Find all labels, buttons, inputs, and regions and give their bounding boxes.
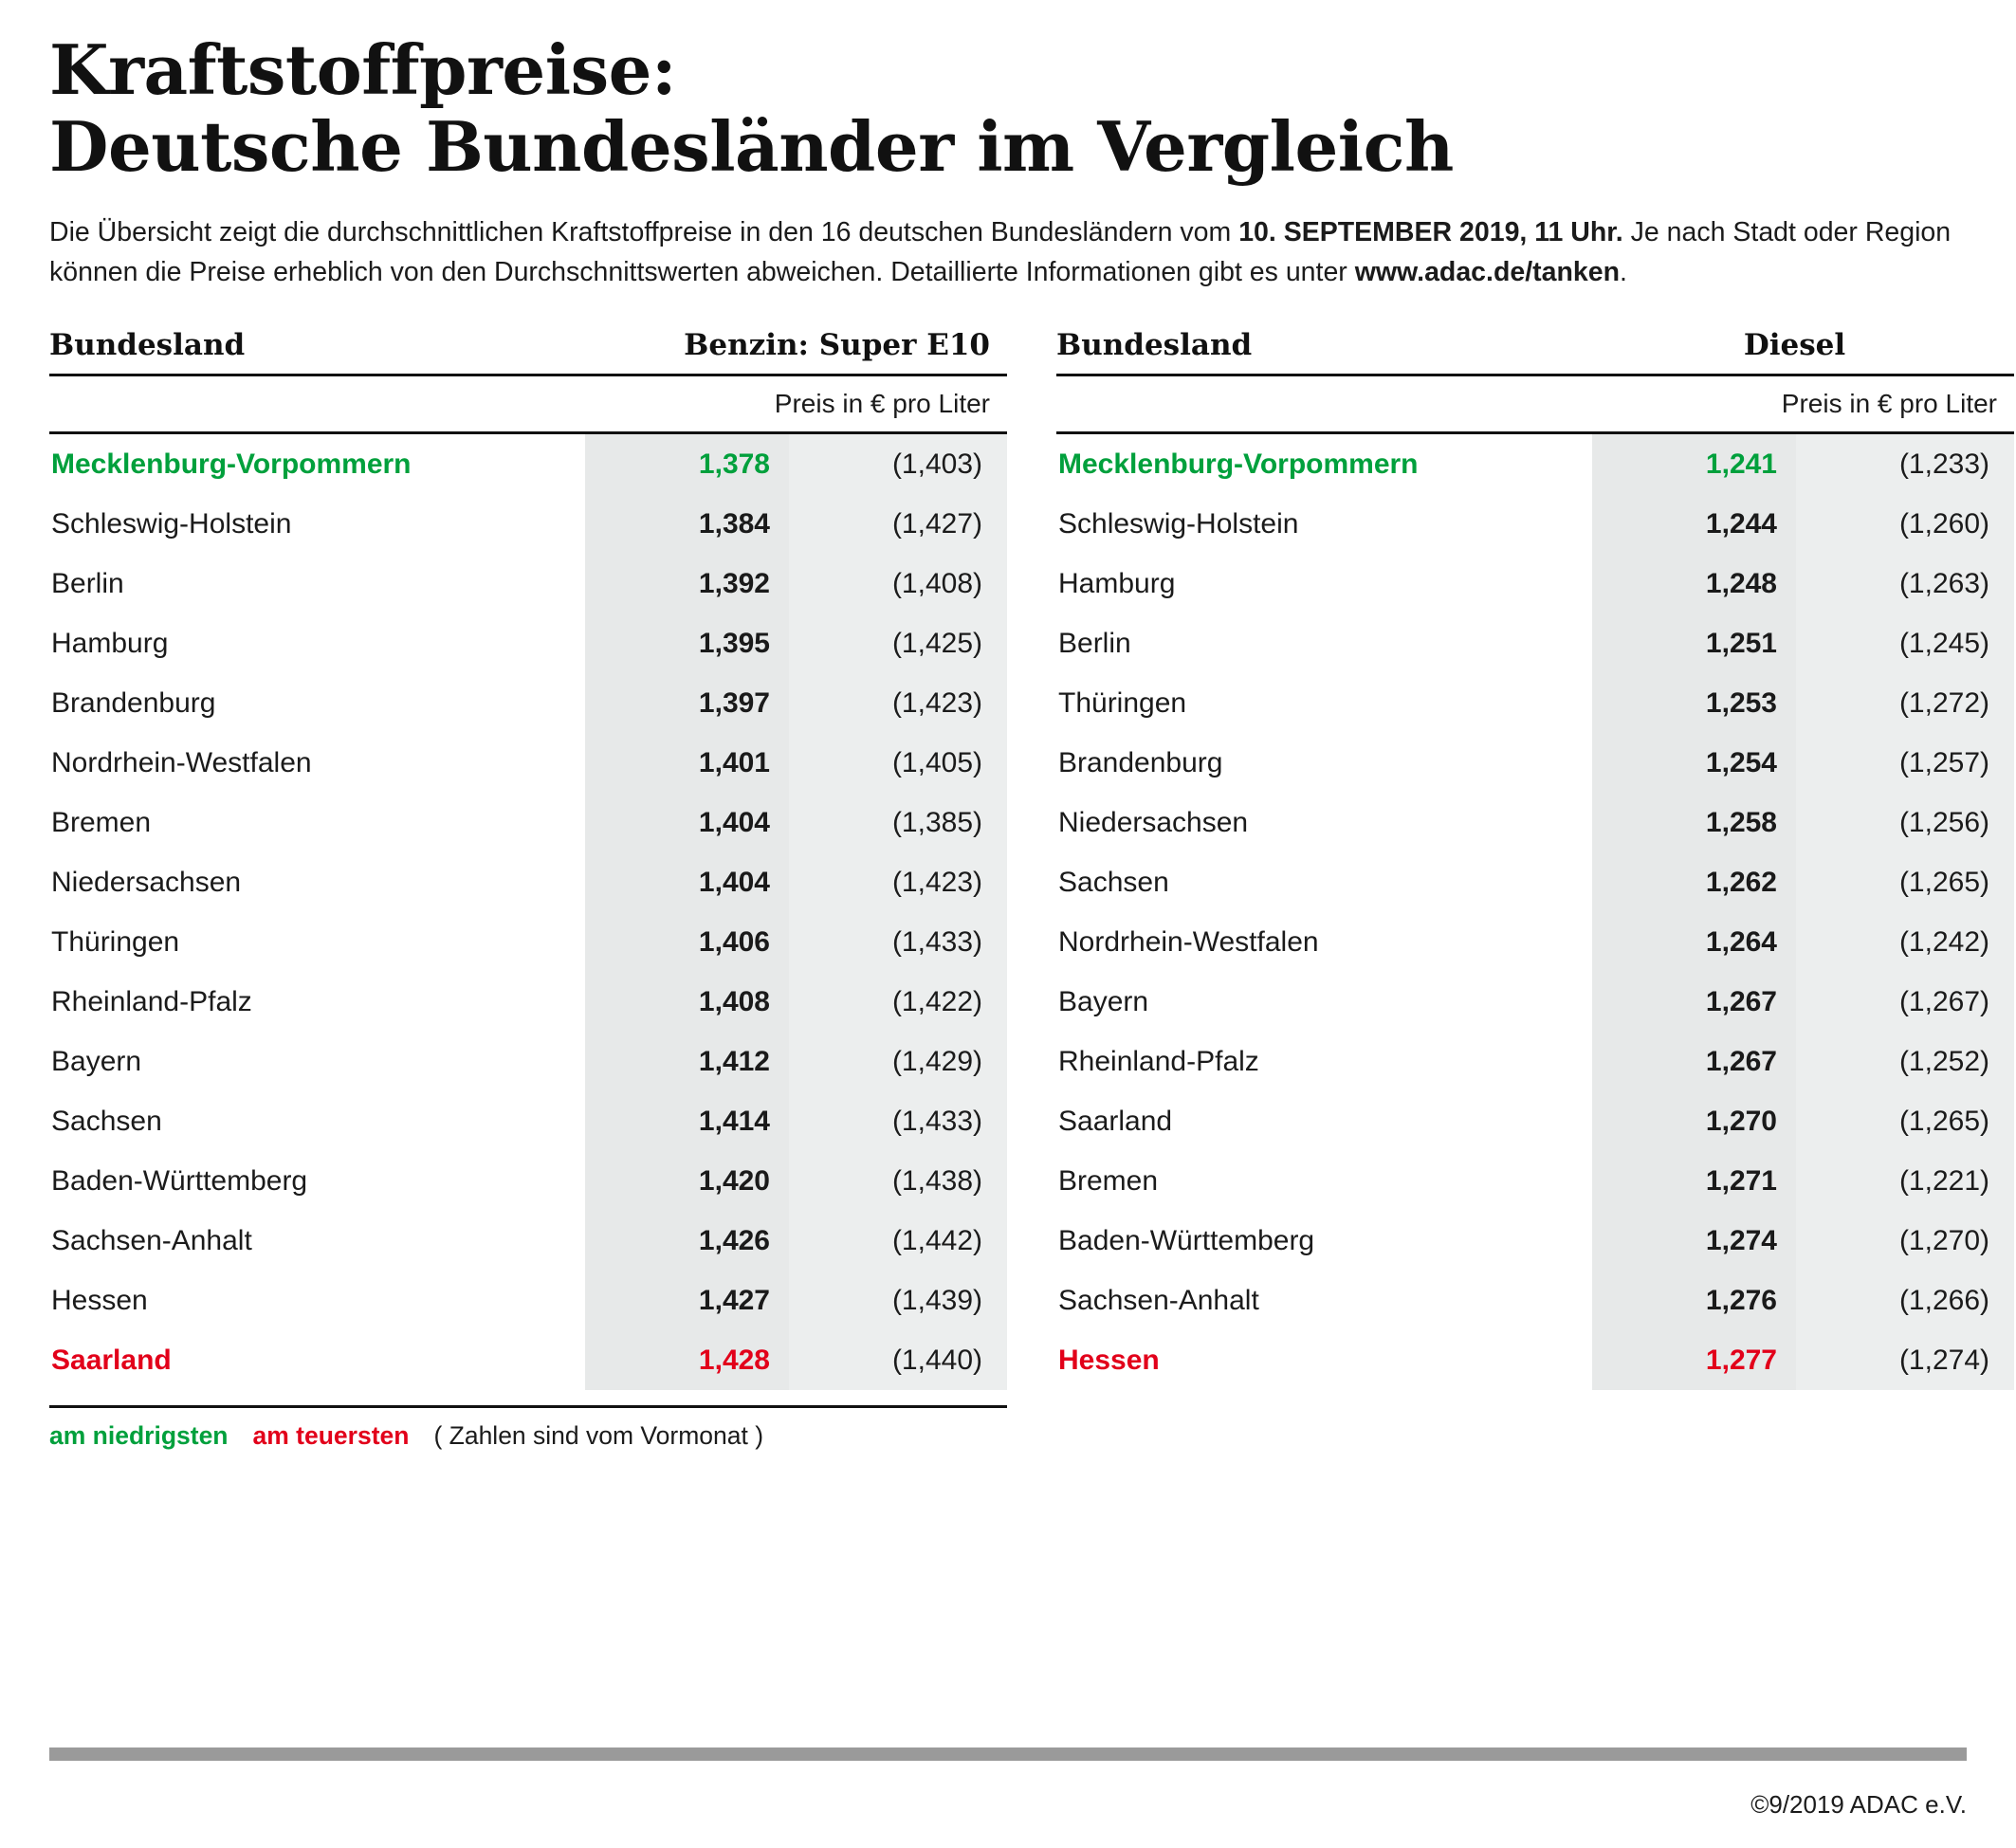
row-state: Mecklenburg-Vorpommern	[51, 448, 412, 480]
row-price: 1,427	[585, 1271, 789, 1330]
row-price: 1,258	[1592, 793, 1796, 852]
row-state: Schleswig-Holstein	[51, 507, 292, 540]
table-row	[49, 1211, 1007, 1271]
row-price: 1,414	[585, 1091, 789, 1151]
row-prev-price: (1,274)	[1796, 1330, 2014, 1390]
table-row	[49, 972, 1007, 1032]
row-prev-price: (1,385)	[789, 793, 1007, 852]
table-diesel-block	[1056, 328, 2014, 1390]
table-row	[1056, 972, 2014, 1032]
intro-paragraph	[49, 213, 1967, 292]
row-prev-price: (1,272)	[1796, 673, 2014, 733]
legend	[49, 1405, 1007, 1451]
row-prev-price: (1,260)	[1796, 494, 2014, 554]
row-prev-price: (1,422)	[789, 972, 1007, 1032]
row-prev-price: (1,252)	[1796, 1032, 2014, 1091]
row-price: 1,412	[585, 1032, 789, 1091]
table-row	[49, 434, 1007, 494]
table-row	[49, 673, 1007, 733]
row-price: 1,244	[1592, 494, 1796, 554]
row-price: 1,406	[585, 912, 789, 972]
row-price: 1,401	[585, 733, 789, 793]
header-bundesland-diesel: Bundesland	[1056, 327, 1253, 362]
row-price: 1,274	[1592, 1211, 1796, 1271]
row-state: Schleswig-Holstein	[1058, 507, 1299, 540]
row-price: 1,270	[1592, 1091, 1796, 1151]
table-benzin-body	[49, 434, 1007, 1390]
table-row	[1056, 1271, 2014, 1330]
row-prev-price: (1,257)	[1796, 733, 2014, 793]
row-prev-price: (1,233)	[1796, 434, 2014, 494]
table-row	[1056, 434, 2014, 494]
table-row	[1056, 793, 2014, 852]
row-prev-price: (1,440)	[789, 1330, 1007, 1390]
row-prev-price: (1,265)	[1796, 852, 2014, 912]
header-fuel-diesel: Diesel	[1743, 327, 1846, 362]
row-state: Baden-Württemberg	[1058, 1224, 1315, 1256]
row-state: Sachsen-Anhalt	[1058, 1284, 1259, 1316]
row-price: 1,264	[1592, 912, 1796, 972]
row-state: Brandenburg	[51, 686, 216, 719]
table-row	[49, 1151, 1007, 1211]
row-prev-price: (1,433)	[789, 1091, 1007, 1151]
table-diesel-header-row	[1056, 328, 2014, 375]
row-price: 1,397	[585, 673, 789, 733]
row-prev-price: (1,403)	[789, 434, 1007, 494]
table-row	[49, 613, 1007, 673]
subheader-spacer-diesel	[1056, 375, 1592, 432]
row-prev-price: (1,442)	[789, 1211, 1007, 1271]
row-price: 1,428	[585, 1330, 789, 1390]
subheader-unit-diesel: Preis in € pro Liter	[1592, 375, 2014, 432]
row-price: 1,404	[585, 852, 789, 912]
table-diesel-subheader-row	[1056, 375, 2014, 432]
row-price: 1,241	[1592, 434, 1796, 494]
row-state: Rheinland-Pfalz	[1058, 1045, 1259, 1077]
header-fuel-benzin: Benzin: Super E10	[684, 327, 990, 362]
row-price: 1,404	[585, 793, 789, 852]
row-prev-price: (1,266)	[1796, 1271, 2014, 1330]
page-title-line1: Kraftstoffpreise:	[49, 29, 677, 110]
table-row	[49, 1032, 1007, 1091]
table-diesel	[1056, 328, 2014, 1390]
row-prev-price: (1,425)	[789, 613, 1007, 673]
legend-lowest-label: am niedrigsten	[49, 1420, 229, 1450]
table-row	[49, 912, 1007, 972]
row-state: Berlin	[51, 567, 124, 599]
intro-text-2: Je nach Stadt oder Region können die Preise erheblich von den Durchschnittswerten abweichen. Detaillierte Informationen gibt es unter	[49, 217, 1952, 287]
row-price: 1,408	[585, 972, 789, 1032]
table-benzin-block	[49, 328, 1007, 1451]
row-state: Niedersachsen	[51, 866, 242, 898]
row-price: 1,277	[1592, 1330, 1796, 1390]
table-row	[1056, 1032, 2014, 1091]
row-price: 1,267	[1592, 1032, 1796, 1091]
row-state: Hessen	[51, 1284, 148, 1316]
intro-text-1: Die Übersicht zeigt die durchschnittlichen Kraftstoffpreise in den 16 deutschen Bundesländern vom	[49, 217, 1239, 248]
row-state: Bayern	[51, 1045, 142, 1077]
row-state: Saarland	[1058, 1105, 1173, 1137]
row-state: Mecklenburg-Vorpommern	[1058, 448, 1419, 480]
row-state: Brandenburg	[1058, 746, 1223, 778]
row-price: 1,392	[585, 554, 789, 613]
row-state: Bayern	[1058, 985, 1149, 1017]
row-price: 1,262	[1592, 852, 1796, 912]
legend-highest-label: am teuersten	[252, 1420, 410, 1450]
row-prev-price: (1,438)	[789, 1151, 1007, 1211]
row-state: Thüringen	[1058, 686, 1187, 719]
table-row	[1056, 494, 2014, 554]
table-benzin-header-row	[49, 328, 1007, 375]
row-prev-price: (1,405)	[789, 733, 1007, 793]
row-price: 1,276	[1592, 1271, 1796, 1330]
row-prev-price: (1,433)	[789, 912, 1007, 972]
row-prev-price: (1,256)	[1796, 793, 2014, 852]
table-row	[1056, 1211, 2014, 1271]
intro-text-3: .	[1619, 256, 1627, 287]
row-prev-price: (1,423)	[789, 673, 1007, 733]
table-row	[49, 1330, 1007, 1390]
row-state: Bremen	[51, 806, 152, 838]
header-bundesland-benzin: Bundesland	[49, 327, 246, 362]
table-row	[49, 793, 1007, 852]
row-state: Nordrhein-Westfalen	[1058, 925, 1319, 958]
row-state: Nordrhein-Westfalen	[51, 746, 312, 778]
page-title-line2: Deutsche Bundesländer im Vergleich	[49, 105, 1454, 187]
row-state: Sachsen	[51, 1105, 162, 1137]
row-price: 1,395	[585, 613, 789, 673]
subheader-spacer-benzin	[49, 375, 585, 432]
row-state: Hessen	[1058, 1344, 1160, 1376]
row-prev-price: (1,265)	[1796, 1091, 2014, 1151]
row-price: 1,378	[585, 434, 789, 494]
subheader-unit-benzin: Preis in € pro Liter	[585, 375, 1007, 432]
row-price: 1,253	[1592, 673, 1796, 733]
table-row	[49, 852, 1007, 912]
table-row	[1056, 733, 2014, 793]
row-price: 1,248	[1592, 554, 1796, 613]
row-prev-price: (1,270)	[1796, 1211, 2014, 1271]
row-state: Niedersachsen	[1058, 806, 1249, 838]
row-price: 1,271	[1592, 1151, 1796, 1211]
row-state: Thüringen	[51, 925, 180, 958]
row-prev-price: (1,429)	[789, 1032, 1007, 1091]
table-row	[1056, 613, 2014, 673]
table-row	[49, 554, 1007, 613]
row-price: 1,251	[1592, 613, 1796, 673]
footer-divider-bar	[49, 1747, 1967, 1761]
row-state: Hamburg	[51, 627, 169, 659]
table-row	[1056, 554, 2014, 613]
row-state: Sachsen	[1058, 866, 1169, 898]
table-row	[49, 1091, 1007, 1151]
table-row	[1056, 852, 2014, 912]
copyright-text: ©9/2019 ADAC e.V.	[1750, 1790, 1967, 1819]
row-state: Berlin	[1058, 627, 1131, 659]
row-state: Bremen	[1058, 1164, 1159, 1197]
table-row	[49, 494, 1007, 554]
table-diesel-body	[1056, 434, 2014, 1390]
table-benzin	[49, 328, 1007, 1390]
table-row	[1056, 673, 2014, 733]
table-row	[1056, 1330, 2014, 1390]
row-price: 1,254	[1592, 733, 1796, 793]
row-state: Baden-Württemberg	[51, 1164, 308, 1197]
row-state: Saarland	[51, 1344, 172, 1376]
table-row	[49, 733, 1007, 793]
row-prev-price: (1,245)	[1796, 613, 2014, 673]
row-price: 1,384	[585, 494, 789, 554]
row-state: Rheinland-Pfalz	[51, 985, 252, 1017]
row-prev-price: (1,427)	[789, 494, 1007, 554]
intro-date: 10. SEPTEMBER 2019, 11 Uhr.	[1238, 217, 1623, 248]
tables-container	[49, 327, 1997, 1500]
row-price: 1,420	[585, 1151, 789, 1211]
table-row	[1056, 1091, 2014, 1151]
row-price: 1,426	[585, 1211, 789, 1271]
row-prev-price: (1,423)	[789, 852, 1007, 912]
table-row	[1056, 912, 2014, 972]
row-prev-price: (1,408)	[789, 554, 1007, 613]
table-row	[49, 1271, 1007, 1330]
legend-note: ( Zahlen sind vom Vormonat )	[433, 1420, 764, 1450]
table-row	[1056, 1151, 2014, 1211]
table-benzin-subheader-row	[49, 375, 1007, 432]
row-state: Sachsen-Anhalt	[51, 1224, 252, 1256]
row-prev-price: (1,439)	[789, 1271, 1007, 1330]
intro-link: www.adac.de/tanken	[1354, 256, 1620, 287]
row-prev-price: (1,267)	[1796, 972, 2014, 1032]
row-prev-price: (1,221)	[1796, 1151, 2014, 1211]
row-price: 1,267	[1592, 972, 1796, 1032]
row-prev-price: (1,263)	[1796, 554, 2014, 613]
row-prev-price: (1,242)	[1796, 912, 2014, 972]
row-state: Hamburg	[1058, 567, 1176, 599]
